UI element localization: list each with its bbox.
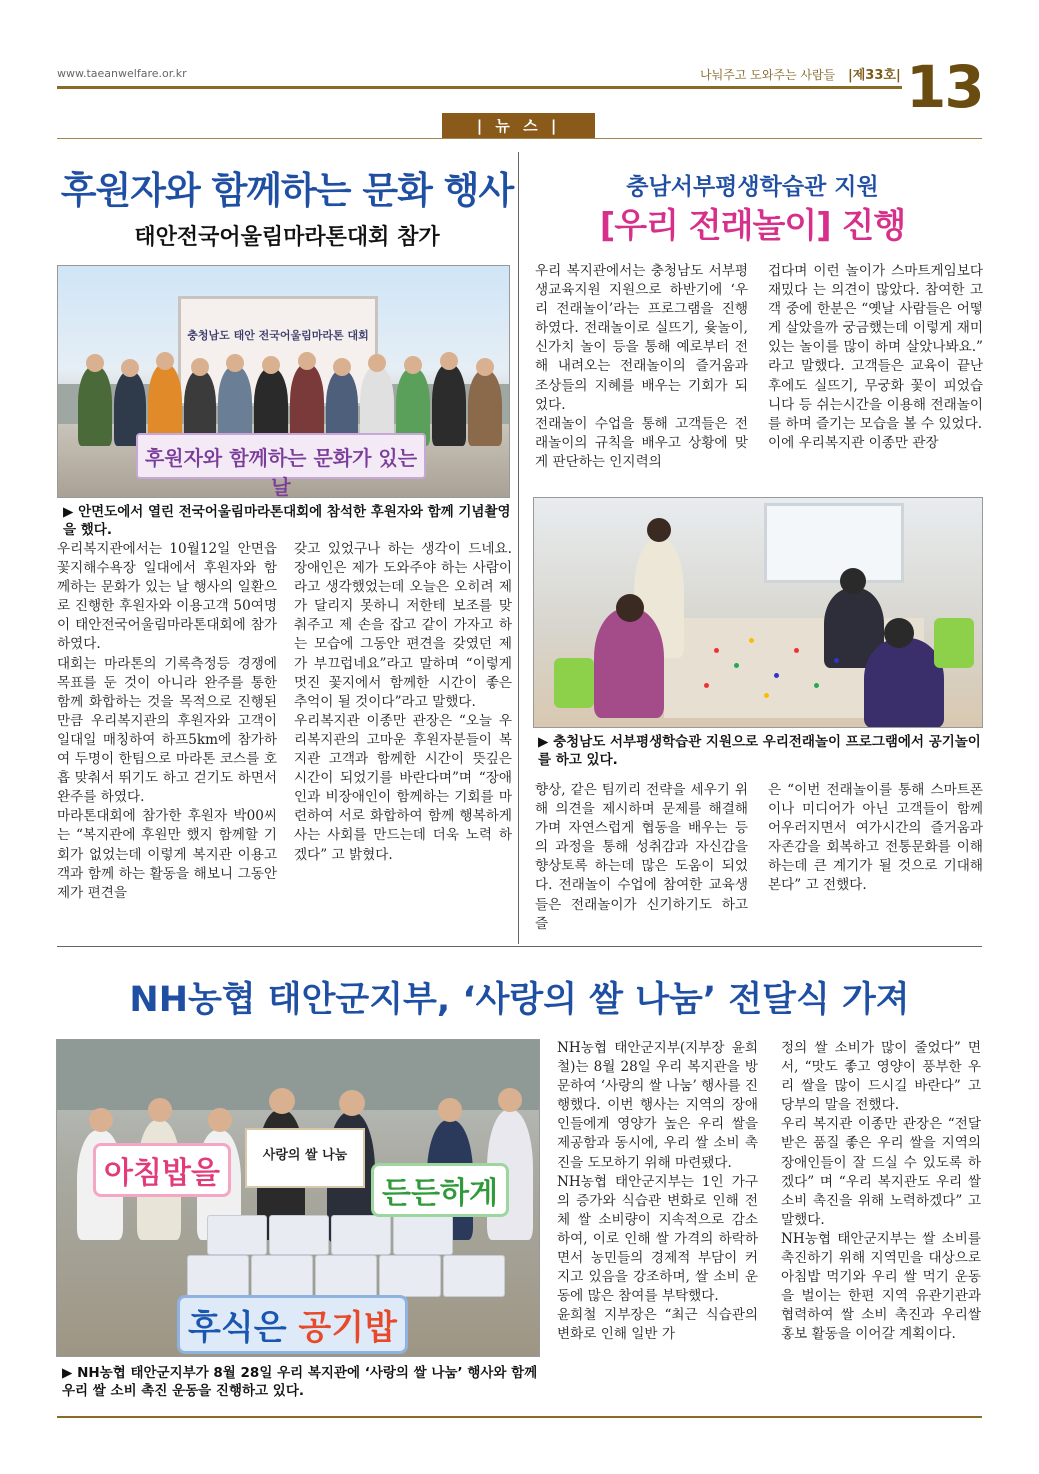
hearty-sign: 든든하게 xyxy=(371,1163,509,1217)
dessert-sign-part2: 공기밥 xyxy=(298,1308,397,1348)
event-banner-text: 후원자와 함께하는 문화가 있는 날 xyxy=(144,446,418,498)
article2-column-4: 은 “이번 전래놀이를 통해 스마트폰이나 미디어가 아닌 고객들이 함께 어우러지면서 여가시간의 즐거움과 자존감을 회복하고 전통문화를 이해하는데 큰 계기가 될 것으로 기대해 본다” 고 전했다. xyxy=(768,782,983,894)
breakfast-sign: 아침밥을 xyxy=(93,1143,231,1197)
article-divider xyxy=(57,946,982,947)
article3-column-2: 정의 쌀 소비가 많이 줄었다” 면서, “맛도 좋고 영양이 풍부한 우리 쌀을 많이 드시길 바란다” 고 당부의 말을 전했다. 우리 복지관 이종만 관장은 “전달받은 품질 좋은 우리 쌀을 지역의 장애인들이 잘 드실 수 있도록 하겠다” 며 “우리 복지관도 우리 쌀 소비 촉진을 위해 노력하겠다” 고 말했다. NH농협 태안군지부는 쌀 소비를 촉진하기 위해 지역민을 대상으로 아침밥 먹기와 우리 쌀 먹기 운동을 벌이는 한편 지역 유관기관과 협력하여 쌀 소비 촉진과 우리쌀 홍보 활동을 이어갈 계획이다. xyxy=(781,1040,981,1343)
article2-kicker: 충남서부평생학습관 지원 xyxy=(626,174,879,200)
issue-number: |제33호| xyxy=(848,68,901,83)
site-url: www.taeanwelfare.or.kr xyxy=(57,67,187,80)
article1-title: 후원자와 함께하는 문화 행사 xyxy=(60,169,514,212)
article3-caption: ▶ NH농협 태안군지부가 8월 28일 우리 복지관에 ‘사랑의 쌀 나눔’ 행사와 함께 우리 쌀 소비 촉진 운동을 진행하고 있다. xyxy=(62,1365,538,1399)
article1-caption: ▶ 안면도에서 열린 전국어울림마라톤대회에 참석한 후원자와 함께 기념촬영을 했다. xyxy=(63,504,511,538)
article2-column-1: 우리 복지관에서는 충청남도 서부평생교육지원 지원으로 하반기에 ‘우리 전래놀이’라는 프로그램을 진행하였다. 전래놀이로 실뜨기, 윷놀이, 신가치 놀이 등을 통해 예로부터 전해 내려오는 전래놀이의 즐거움과 조상들의 지혜를 배우는 기회가 되었다. 전래놀이 수업을 통해 고객들은 전래놀이의 규칙을 배우고 상황에 맞게 판단하는 인지력의 xyxy=(535,263,748,470)
article1-column-2: 갖고 있었구나 하는 생각이 드네요. 장애인은 제가 도와주야 하는 사람이라고 생각했었는데 오늘은 오히려 제가 달리지 못하니 저한테 보조를 맞춰주고 제 손을 잡고 같이 가자고 하는 모습에 그동안 편견을 갖였던 제가 부끄럽네요”라고 말하며 “이렇게 멋진 꽃지에서 함께한 시간이 좋은 추억이 될 것이다”라고 말했다. 우리복지관 이종만 관장은 “오늘 우리복지관의 고마운 후원자분들이 복지관 고객과 함께한 시간이 뜻깊은 시간이 되었기를 바란다며”며 “장애인과 비장애인이 함께하는 기회를 마련하여 서로 화합하여 함께 행복하게 사는 사회를 만드는데 더욱 노력 하겠다” 고 밝혔다. xyxy=(294,541,512,863)
article2-caption: ▶ 충청남도 서부평생학습관 지원으로 우리전래놀이 프로그램에서 공기놀이를 하고 있다. xyxy=(538,734,981,768)
article3-title: NH농협 태안군지부, ‘사랑의 쌀 나눔’ 전달식 가져 xyxy=(129,980,910,1020)
page-number: 13 xyxy=(906,53,983,121)
section-tab: | 뉴 스 | xyxy=(442,113,595,139)
article1-subtitle: 태안전국어울림마라톤대회 참가 xyxy=(134,225,440,250)
rice-sharing-board-text: 사랑의 쌀 나눔 xyxy=(262,1148,348,1163)
section-rule xyxy=(57,138,982,139)
rice-donation-photo xyxy=(56,1039,540,1357)
event-backdrop-text: 충청남도 태안 전국어울림마라톤 대회 xyxy=(187,329,369,342)
dessert-sign-part1: 후식은 xyxy=(188,1308,287,1348)
rice-sharing-board xyxy=(245,1128,365,1188)
column-divider xyxy=(518,152,519,944)
marathon-group-photo xyxy=(57,265,510,498)
header-rule xyxy=(57,86,902,89)
article2-column-2: 겁다며 이런 놀이가 스마트게임보다 재밌다 는 의견이 많았다. 참여한 고객 중에 한분은 “옛날 사람들은 어떻게 살았을까 궁금했는데 이렇게 재미있는 놀이를 많이 하며 살았나봐요.” 라고 말했다. 고객들은 교육이 끝난 후에도 실뜨기, 무궁화 꽃이 피었습니다 등 쉬는시간을 이용해 전래놀이를 하며 즐기는 모습을 볼 수 있었다. 이에 우리복지관 이종만 관장 xyxy=(768,263,983,451)
article2-column-3: 향상, 같은 팀끼리 전략을 세우기 위해 의견을 제시하며 문제를 해결해가며 자연스럽게 협동을 배우는 등의 과정을 통해 성취감과 자신감을 향상토록 하는데 많은 도움이 되었다. 전래놀이 수업에 참여한 교육생들은 전래놀이가 신기하기도 하고 즐 xyxy=(535,782,748,932)
article3-column-1: NH농협 태안군지부(지부장 윤희철)는 8월 28일 우리 복지관을 방문하여 ‘사랑의 쌀 나눔’ 행사를 진행했다. 이번 행사는 지역의 장애인들에게 영양가 높은 우리 쌀을 제공함과 동시에, 우리 쌀 소비 촉진을 도모하기 위해 마련됐다. NH농협 태안군지부는 1인 가구의 증가와 식습관 변화로 인해 전체 쌀 소비량이 지속적으로 감소하여, 이로 인해 쌀 가격의 하락하면서 농민들의 경제적 부담이 커지고 있음을 강조하며, 쌀 소비 운동에 많은 참여를 부탁했다. 윤희철 지부장은 “최근 식습관의 변화로 인해 일반 가 xyxy=(557,1040,758,1343)
footer-rule xyxy=(57,1416,982,1418)
dessert-rice-sign xyxy=(177,1295,408,1354)
event-banner xyxy=(136,433,426,498)
traditional-game-photo xyxy=(533,497,983,728)
article1-column-1: 우리복지관에서는 10월12일 안면읍 꽃지해수욕장 일대에서 후원자와 함께하는 문화가 있는 날 행사의 일환으로 진행한 후원자와 이용고객 50여명이 태안전국어울림마라톤대회에 참가 하였다. 대회는 마라톤의 기록측정등 경쟁에 목표를 둔 것이 아니라 완주를 통한 함께 화합하는 것을 목적으로 진행된 만큼 우리복지관의 후원자와 고객이 일대일 매칭하여 하프5km에 참가하여 두명이 한팀으로 마라톤 코스를 호흡 맞춰서 뛰기도 하고 걷기도 하면서 완주를 하였다. 마라톤대회에 참가한 후원자 박00씨는 “복지관에 후원만 했지 함께할 기회가 없었는데 이렇게 복지관 이용고객과 함께 하는 활동을 해보니 그동안 제가 편견을 xyxy=(57,541,277,901)
header-slogan: 나눠주고 도와주는 사람들 xyxy=(700,68,836,82)
article2-title: [우리 전래놀이] 진행 xyxy=(599,206,906,246)
